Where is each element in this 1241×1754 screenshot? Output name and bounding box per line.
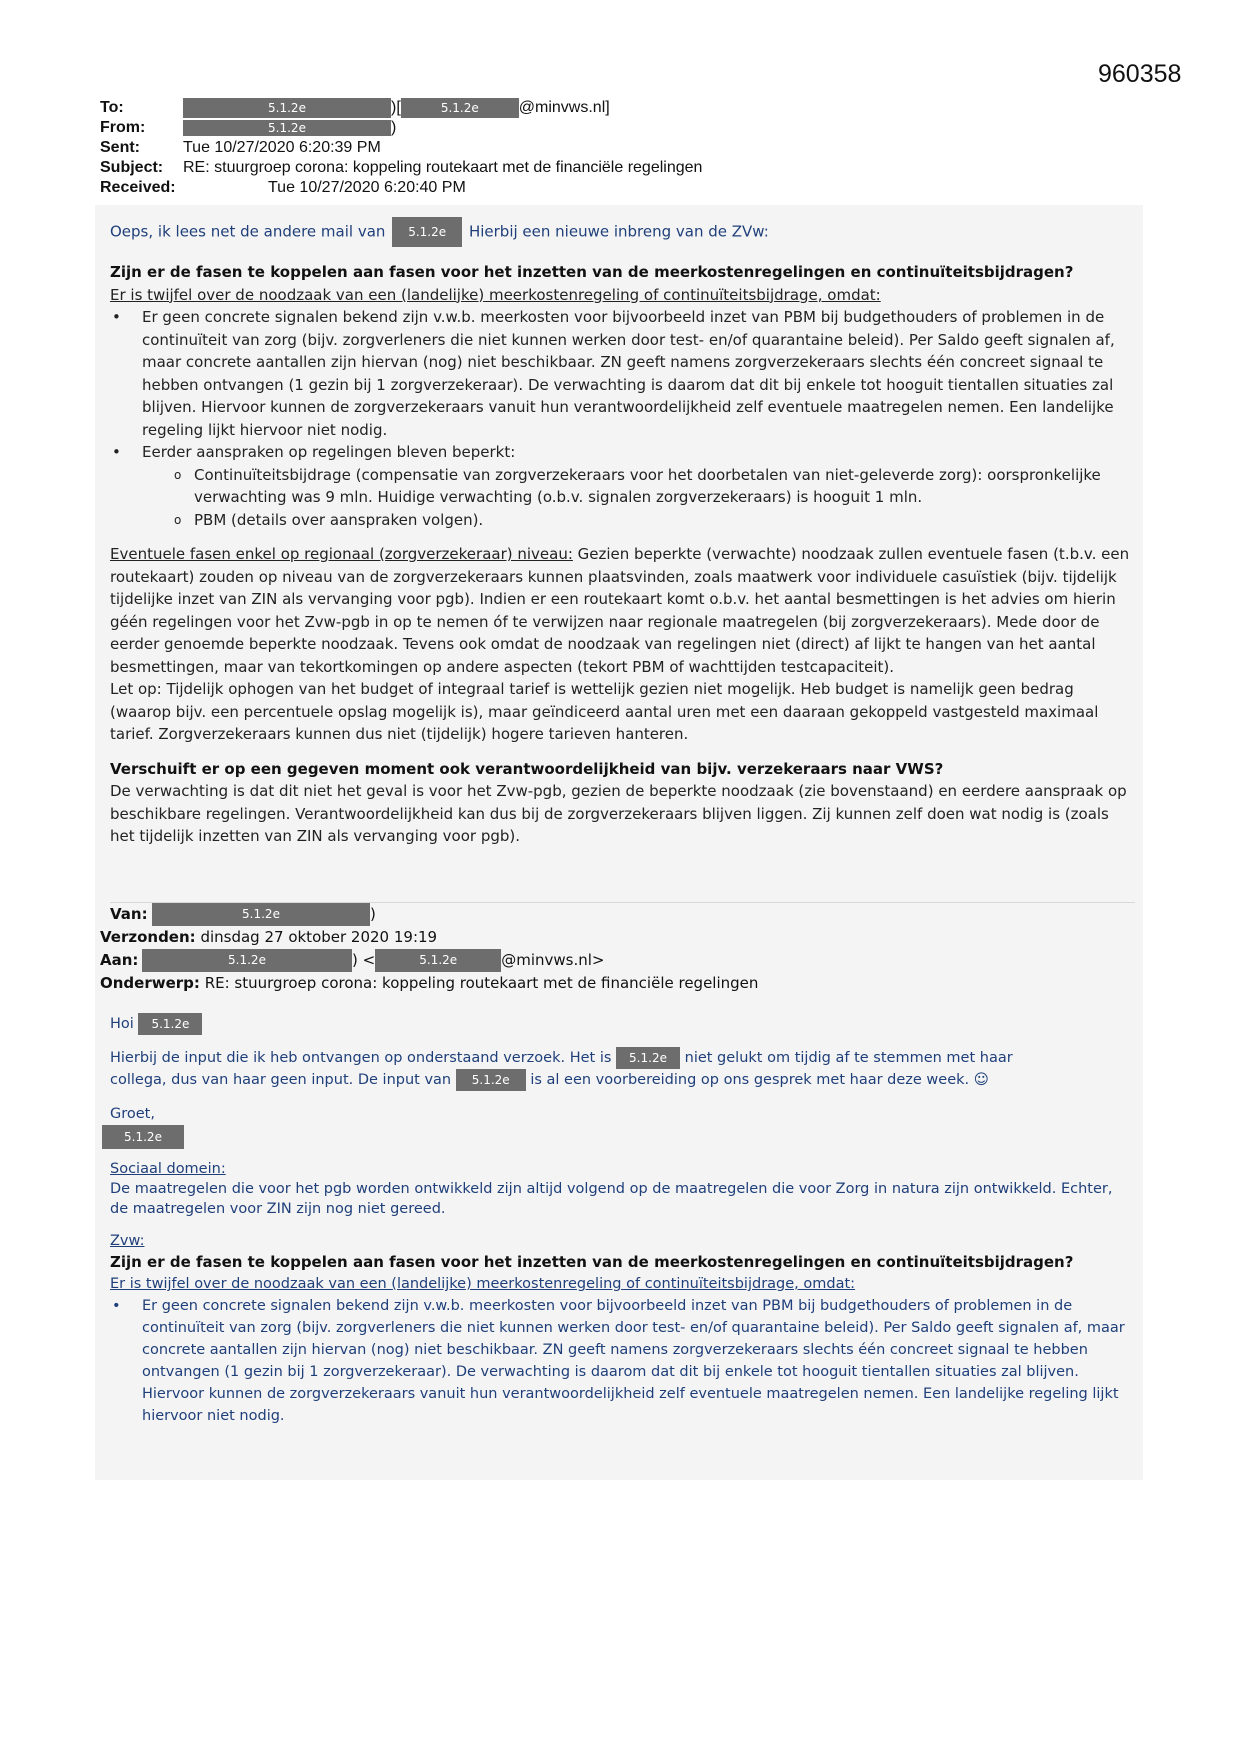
aan-row bbox=[100, 949, 758, 972]
onderwerp-value: RE: stuurgroep corona: koppeling routekaart met de financiële regelingen bbox=[204, 974, 759, 992]
question-heading: Verschuift er op een gegeven moment ook verantwoordelijkheid van bijv. verzekeraars naar VWS? bbox=[110, 759, 944, 778]
underlined-lead: Eventuele fasen enkel op regionaal (zorgverzekeraar) niveau: bbox=[110, 545, 573, 563]
fwd-line bbox=[110, 1069, 1125, 1091]
redaction-box: 5.1.2e bbox=[142, 949, 352, 972]
redaction-box: 5.1.2e bbox=[102, 1125, 184, 1149]
verzonden-value: dinsdag 27 oktober 2020 19:19 bbox=[200, 928, 438, 946]
aan-suffix: @minvws.nl> bbox=[501, 951, 605, 969]
van-row bbox=[100, 903, 758, 926]
sociaal-text: De maatregelen die voor het pgb worden ontwikkeld zijn altijd volgend op de maatregelen die voor Zorg in natura zijn ontwikkeld. Echter, de maatregelen voor ZIN zijn nog niet gereed. bbox=[110, 1181, 1113, 1217]
redaction-box: 5.1.2e bbox=[392, 217, 462, 247]
redaction-box: 5.1.2e bbox=[401, 98, 519, 118]
from-label: From: bbox=[100, 119, 146, 136]
sociaal-heading: Sociaal domein: bbox=[110, 1161, 226, 1177]
greeting bbox=[110, 1013, 1125, 1035]
greeting-text: Hoi bbox=[110, 1016, 134, 1032]
question-subheading: Er is twijfel over de noodzaak van een (landelijke) meerkostenregeling of continuïteitsbijdrage, omdat: bbox=[110, 1276, 856, 1292]
bullet-item: • Er geen concrete signalen bekend zijn v.w.b. meerkosten voor bijvoorbeeld inzet van PBM bij budgethouders of problemen in de continuïteit van zorg (bijv. zorgverleners die niet kunnen werken door test- en/of quarantaine beleid). Per Saldo geeft signalen af, maar concrete aantallen zijn hiervan (nog) niet beschikbaar. ZN geeft namens zorgverzekeraars slechts één concreet signaal te hebben ontvangen (1 gezin bij 1 zorgverzekeraar). De verwachting is daarom dat dit bij enkele tot hooguit tientallen situaties zal blijven. Hiervoor kunnen de zorgverzekeraars vanuit hun verantwoordelijkheid zelf eventuele maatregelen nemen. Een landelijke regeling lijkt hiervoor niet nodig. bbox=[142, 1295, 1125, 1427]
document-id: 960358 bbox=[1098, 60, 1182, 88]
paragraph: De verwachting is dat dit niet het geval is voor het Zvw-pgb, gezien de beperkte noodzaak (zie bovenstaand) en eerdere aanspraak op beschikbare regelingen. Verantwoordelijkheid kan dus bij de zorgverzekeraars blijven liggen. Zij kunnen zelf doen wat nodig is (zoals het tijdelijk inzetten van ZIN als vervanging voor pgb). bbox=[110, 782, 1127, 845]
to-suffix: @minvws.nl] bbox=[518, 99, 610, 116]
reply-intro bbox=[110, 217, 1130, 247]
verzonden-row bbox=[100, 926, 758, 949]
van-label: Van: bbox=[110, 905, 148, 923]
question-heading: Zijn er de fasen te koppelen aan fasen voor het inzetten van de meerkostenregelingen en continuïteitsbijdragen? bbox=[110, 263, 1074, 281]
fwd-text: is al een voorbereiding op ons gesprek met haar deze week. ☺ bbox=[530, 1072, 989, 1088]
bullet-list bbox=[110, 1295, 1125, 1427]
forwarded-body bbox=[110, 1013, 1125, 1427]
bracket: )[ bbox=[391, 99, 401, 116]
to-row bbox=[100, 98, 702, 118]
redaction-box: 5.1.2e bbox=[152, 903, 370, 926]
question-heading: Zijn er de fasen te koppelen aan fasen voor het inzetten van de meerkostenregelingen en continuïteitsbijdragen? bbox=[110, 1253, 1074, 1271]
sent-label: Sent: bbox=[100, 139, 140, 156]
verzonden-label: Verzonden: bbox=[100, 928, 196, 946]
bullet-item: • Eerder aanspraken op regelingen bleven beperkt: bbox=[142, 441, 1130, 464]
question-subheading: Er is twijfel over de noodzaak van een (landelijke) meerkostenregeling of continuïteitsbijdrage, omdat: bbox=[110, 285, 881, 304]
onderwerp-label: Onderwerp: bbox=[100, 974, 200, 992]
paragraph: Let op: Tijdelijk ophogen van het budget of integraal tarief is wettelijk gezien niet mogelijk. Heb budget is namelijk geen bedrag (waarop bijv. een percentuele opslag mogelijk is), maar geïndiceerd aantal uren met een daaraan gekoppeld vastgesteld maximaal tarief. Zorgverzekeraars kunnen dus niet (tijdelijk) hogere tarieven hanteren. bbox=[110, 680, 1099, 743]
redaction-box: 5.1.2e bbox=[183, 98, 391, 118]
sent-row bbox=[100, 138, 702, 158]
redaction-box: 5.1.2e bbox=[456, 1069, 526, 1091]
reply-body bbox=[110, 217, 1130, 848]
forwarded-header bbox=[100, 903, 758, 995]
intro-text: Oeps, ik lees net de andere mail van bbox=[110, 222, 386, 241]
bullet-list bbox=[110, 306, 1130, 464]
onderwerp-row bbox=[100, 972, 758, 995]
paragraph-text: Gezien beperkte (verwachte) noodzaak zullen eventuele fasen (t.b.v. een routekaart) zouden op niveau van de zorgverzekeraars kunnen plaatsvinden, zoals maatwerk voor individuele casuïstiek (bijv. tijdelijk tijdelijke inzet van ZIN als vervanging voor pgb). Indien er een routekaart komt o.b.v. het aantal besmettingen is het advies om hierin géén regelingen voor het Zvw-pgb in op te nemen óf te verwijzen naar regionale maatregelen (bij zorgverzekeraars). Mede door de eerder genoemde beperkte noodzaak. Tevens ook omdat de noodzaak van regelingen niet (direct) af lijkt te hangen van het aantal besmettingen, maar van tekortkomingen op andere aspecten (tekort PBM of wachttijden testcapaciteit). bbox=[110, 545, 1130, 676]
received-label: Received: bbox=[100, 179, 176, 196]
subject-value: RE: stuurgroep corona: koppeling routekaart met de financiële regelingen bbox=[183, 159, 703, 176]
signature bbox=[102, 1125, 1125, 1149]
received-row bbox=[100, 178, 702, 198]
from-row bbox=[100, 118, 702, 138]
email-header bbox=[100, 98, 702, 198]
redaction-box: 5.1.2e bbox=[616, 1047, 680, 1069]
groet: Groet, bbox=[110, 1106, 155, 1122]
paren: ) bbox=[391, 119, 397, 136]
redaction-box: 5.1.2e bbox=[375, 949, 501, 972]
fwd-line bbox=[110, 1047, 1125, 1069]
sub-item: o Continuïteitsbijdrage (compensatie van zorgverzekeraars voor het doorbetalen van niet-geleverde zorg): oorspronkelijke verwachting was 9 mln. Huidige verwachting (o.b.v. signalen zorgverzekeraars) is hooguit 1 mln. bbox=[194, 464, 1130, 509]
to-label: To: bbox=[100, 99, 124, 116]
intro-text: Hierbij een nieuwe inbreng van de ZVw: bbox=[468, 222, 769, 241]
zvw-heading: Zvw: bbox=[110, 1233, 145, 1249]
received-value: Tue 10/27/2020 6:20:40 PM bbox=[268, 179, 466, 196]
subject-label: Subject: bbox=[100, 159, 164, 176]
bullet-item: • Er geen concrete signalen bekend zijn v.w.b. meerkosten voor bijvoorbeeld inzet van PBM bij budgethouders of problemen in de continuïteit van zorg (bijv. zorgverleners die niet kunnen werken door test- en/of quarantaine beleid). Per Saldo geeft signalen af, maar concrete aantallen zijn hiervan (nog) niet beschikbaar. ZN geeft namens zorgverzekeraars slechts één concreet signaal te hebben ontvangen (1 gezin bij 1 zorgverzekeraar). De verwachting is daarom dat dit bij enkele tot hooguit tientallen situaties zal blijven. Hiervoor kunnen de zorgverzekeraars vanuit hun verantwoordelijkheid zelf eventuele maatregelen nemen. Een landelijke regeling lijkt hiervoor niet nodig. bbox=[142, 306, 1130, 441]
redaction-box: 5.1.2e bbox=[138, 1013, 202, 1035]
aan-label: Aan: bbox=[100, 951, 139, 969]
paren: ) bbox=[370, 905, 376, 923]
fwd-text: collega, dus van haar geen input. De input van bbox=[110, 1072, 452, 1088]
redaction-box: 5.1.2e bbox=[183, 120, 391, 136]
aan-mid: ) < bbox=[352, 951, 376, 969]
sub-list bbox=[110, 464, 1130, 532]
subject-row bbox=[100, 158, 702, 178]
paragraph bbox=[110, 543, 1130, 678]
fwd-text: niet gelukt om tijdig af te stemmen met haar bbox=[684, 1050, 1013, 1066]
sent-value: Tue 10/27/2020 6:20:39 PM bbox=[183, 139, 381, 156]
fwd-text: Hierbij de input die ik heb ontvangen op onderstaand verzoek. Het is bbox=[110, 1050, 612, 1066]
sub-item: o PBM (details over aanspraken volgen). bbox=[194, 509, 1130, 532]
